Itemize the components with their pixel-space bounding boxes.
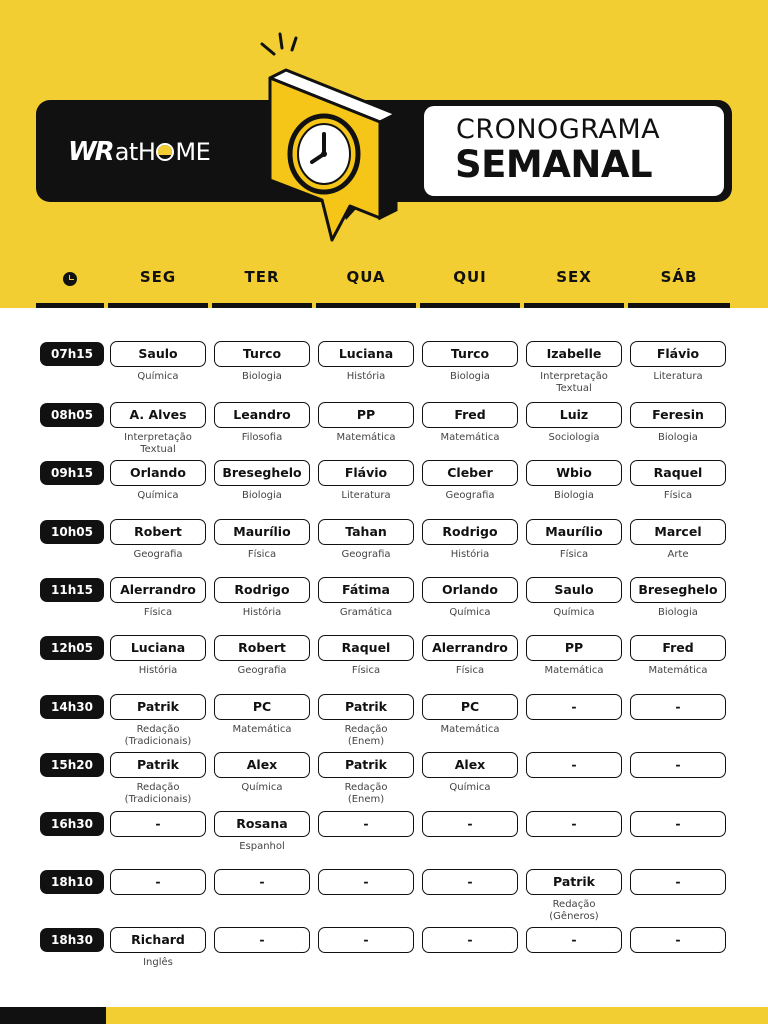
class-slot: Rosana: [214, 811, 310, 837]
class-slot: -: [110, 869, 206, 895]
class-slot: Fred: [630, 635, 726, 661]
class-slot: Cleber: [422, 460, 518, 486]
subject-label: Química: [449, 782, 491, 793]
class-slot: Maurílio: [526, 519, 622, 545]
subject-label: História: [450, 549, 490, 560]
class-slot: Luiz: [526, 402, 622, 428]
title-line-2: SEMANAL: [455, 143, 653, 186]
subject-label: História: [346, 371, 386, 382]
day-header: [420, 268, 520, 312]
day-header: [524, 268, 624, 312]
subject-label: Redação (Tradicionais): [124, 724, 192, 747]
subject-label: Matemática: [648, 665, 708, 676]
class-slot: Turco: [214, 341, 310, 367]
class-slot: Feresin: [630, 402, 726, 428]
class-slot: -: [214, 927, 310, 953]
class-slot: Tahan: [318, 519, 414, 545]
subject-label: Química: [449, 607, 491, 618]
subject-label: Literatura: [653, 371, 703, 382]
logo-o-icon: [156, 143, 174, 161]
subject-label: Física: [663, 490, 693, 501]
class-slot: Alerrandro: [110, 577, 206, 603]
subject-label: História: [242, 607, 282, 618]
class-slot: Saulo: [110, 341, 206, 367]
day-label: SEG: [139, 268, 177, 286]
class-slot: Patrik: [526, 869, 622, 895]
header-underline: [316, 303, 416, 308]
class-slot: PP: [526, 635, 622, 661]
class-slot: Alerrandro: [422, 635, 518, 661]
class-slot: Maurílio: [214, 519, 310, 545]
subject-label: Química: [137, 371, 179, 382]
subject-label: Geografia: [445, 490, 495, 501]
time-slot-label: 14h30: [40, 695, 104, 719]
class-slot: PP: [318, 402, 414, 428]
class-slot: Fátima: [318, 577, 414, 603]
class-slot: Robert: [214, 635, 310, 661]
subject-label: Física: [455, 665, 485, 676]
class-slot: PC: [422, 694, 518, 720]
subject-label: Matemática: [544, 665, 604, 676]
day-label: QUA: [346, 268, 386, 286]
class-slot: -: [630, 927, 726, 953]
class-slot: Robert: [110, 519, 206, 545]
subject-label: Geografia: [133, 549, 183, 560]
class-slot: Rodrigo: [422, 519, 518, 545]
subject-label: Arte: [667, 549, 689, 560]
class-slot: Luciana: [110, 635, 206, 661]
subject-label: Biologia: [554, 490, 594, 501]
class-slot: Flávio: [318, 460, 414, 486]
time-slot-label: 11h15: [40, 578, 104, 602]
day-header-row: [0, 268, 768, 313]
class-slot: -: [526, 752, 622, 778]
class-slot: Turco: [422, 341, 518, 367]
class-slot: -: [214, 869, 310, 895]
subject-label: Física: [143, 607, 173, 618]
subject-label: Geografia: [237, 665, 287, 676]
subject-label: Química: [241, 782, 283, 793]
time-slot-label: 12h05: [40, 636, 104, 660]
class-slot: Raquel: [318, 635, 414, 661]
class-slot: Wbio: [526, 460, 622, 486]
subject-label: Biologia: [450, 371, 490, 382]
class-slot: Alex: [422, 752, 518, 778]
day-header: [628, 268, 730, 312]
class-slot: Breseghelo: [630, 577, 726, 603]
day-header: [316, 268, 416, 312]
logo-at: at: [114, 138, 138, 166]
logo-wr: WR: [68, 137, 113, 167]
time-slot-label: 08h05: [40, 403, 104, 427]
class-slot: -: [526, 811, 622, 837]
day-label: SEX: [556, 268, 592, 286]
class-slot: -: [422, 927, 518, 953]
time-slot-label: 07h15: [40, 342, 104, 366]
subject-label: Biologia: [242, 490, 282, 501]
subject-label: Interpretação Textual: [540, 371, 608, 394]
subject-label: Física: [247, 549, 277, 560]
subject-label: Física: [351, 665, 381, 676]
class-slot: Flávio: [630, 341, 726, 367]
class-slot: -: [422, 869, 518, 895]
class-slot: Richard: [110, 927, 206, 953]
subject-label: Física: [559, 549, 589, 560]
subject-label: Gramática: [339, 607, 393, 618]
time-slot-label: 09h15: [40, 461, 104, 485]
class-slot: A. Alves: [110, 402, 206, 428]
class-slot: Raquel: [630, 460, 726, 486]
header-underline: [628, 303, 730, 308]
class-slot: -: [422, 811, 518, 837]
class-slot: Patrik: [318, 694, 414, 720]
subject-label: Química: [553, 607, 595, 618]
day-header: [108, 268, 208, 312]
class-slot: Marcel: [630, 519, 726, 545]
time-slot-label: 16h30: [40, 812, 104, 836]
subject-label: Literatura: [341, 490, 391, 501]
subject-label: Sociologia: [548, 432, 600, 443]
class-slot: -: [318, 811, 414, 837]
subject-label: Espanhol: [239, 841, 285, 852]
header-underline: [212, 303, 312, 308]
header-underline: [36, 303, 104, 308]
class-slot: Luciana: [318, 341, 414, 367]
subject-label: Biologia: [658, 432, 698, 443]
day-label: SÁB: [660, 268, 698, 286]
time-column-header: [36, 268, 104, 312]
subject-label: Matemática: [336, 432, 396, 443]
footer-bar-yellow: [106, 1007, 768, 1024]
header-underline: [108, 303, 208, 308]
header-underline: [420, 303, 520, 308]
logo-h: H: [137, 138, 156, 166]
class-slot: PC: [214, 694, 310, 720]
class-slot: -: [526, 927, 622, 953]
class-slot: -: [318, 869, 414, 895]
time-slot-label: 15h20: [40, 753, 104, 777]
subject-label: Matemática: [440, 432, 500, 443]
time-slot-label: 10h05: [40, 520, 104, 544]
class-slot: Fred: [422, 402, 518, 428]
class-slot: -: [630, 811, 726, 837]
subject-label: Filosofia: [241, 432, 283, 443]
subject-label: História: [138, 665, 178, 676]
class-slot: Alex: [214, 752, 310, 778]
subject-label: Geografia: [341, 549, 391, 560]
subject-label: Matemática: [232, 724, 292, 735]
class-slot: -: [110, 811, 206, 837]
class-slot: -: [526, 694, 622, 720]
brand-logo: [68, 134, 210, 170]
class-slot: Saulo: [526, 577, 622, 603]
class-slot: -: [630, 694, 726, 720]
class-slot: -: [630, 752, 726, 778]
subject-label: Redação (Enem): [344, 724, 388, 747]
subject-label: Redação (Gêneros): [549, 899, 599, 922]
day-header: [212, 268, 312, 312]
class-slot: Rodrigo: [214, 577, 310, 603]
logo-me: ME: [175, 138, 211, 166]
subject-label: Química: [137, 490, 179, 501]
class-slot: Patrik: [110, 694, 206, 720]
class-slot: Izabelle: [526, 341, 622, 367]
title-line-1: CRONOGRAMA: [456, 114, 661, 145]
class-slot: -: [630, 869, 726, 895]
time-slot-label: 18h10: [40, 870, 104, 894]
subject-label: Biologia: [242, 371, 282, 382]
subject-label: Matemática: [440, 724, 500, 735]
day-label: TER: [244, 268, 280, 286]
header-underline: [524, 303, 624, 308]
class-slot: -: [318, 927, 414, 953]
subject-label: Redação (Enem): [344, 782, 388, 805]
time-slot-label: 18h30: [40, 928, 104, 952]
subject-label: Inglês: [143, 957, 173, 968]
class-slot: Orlando: [110, 460, 206, 486]
subject-label: Biologia: [658, 607, 698, 618]
day-label: QUI: [453, 268, 487, 286]
class-slot: Leandro: [214, 402, 310, 428]
class-slot: Patrik: [110, 752, 206, 778]
clock-speech-bubble-icon: [246, 30, 436, 255]
class-slot: Patrik: [318, 752, 414, 778]
class-slot: Breseghelo: [214, 460, 310, 486]
subject-label: Interpretação Textual: [124, 432, 192, 455]
class-slot: Orlando: [422, 577, 518, 603]
footer-bar-dark: [0, 1007, 106, 1024]
subject-label: Redação (Tradicionais): [124, 782, 192, 805]
